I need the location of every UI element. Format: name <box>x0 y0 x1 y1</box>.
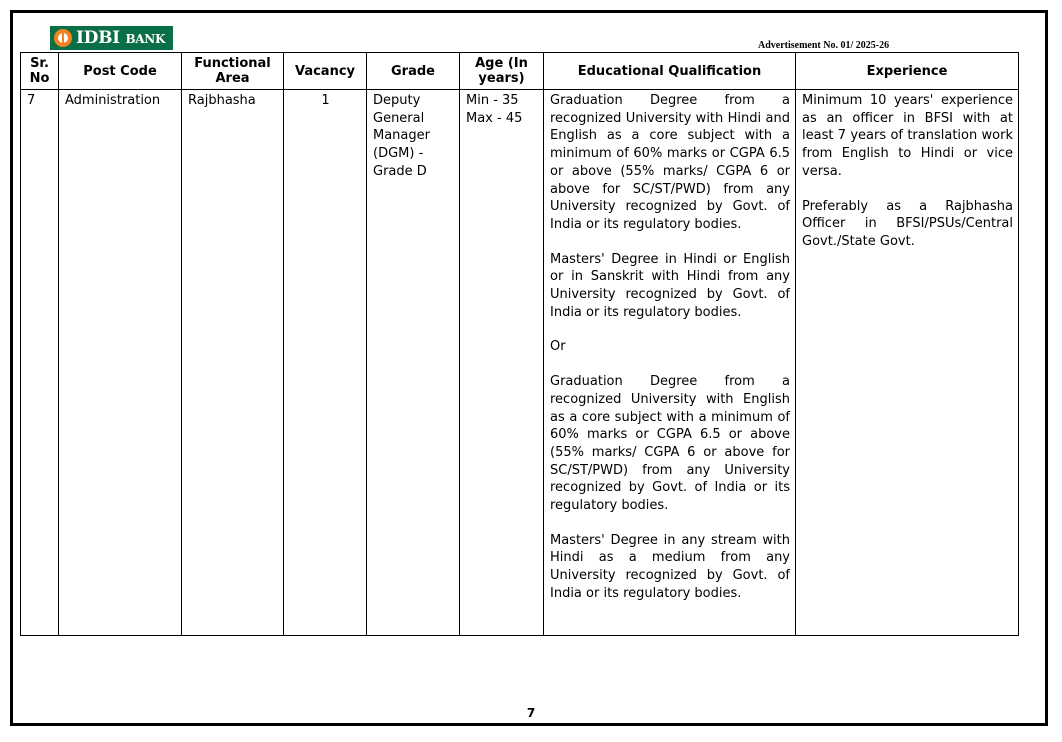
cell-vacancy: 1 <box>284 90 367 636</box>
column-header-functional-area: Functional Area <box>182 53 284 90</box>
cell-qualification <box>544 90 796 636</box>
qualification-paragraph: Graduation Degree from a recognized University with Hindi and English as a core subject with a minimum of 60% marks or CGPA 6.5 or above (55% marks/ CGPA 6 or above for SC/ST/PWD) from any University recognized by Govt. of India or its regulatory bodies. <box>550 93 790 232</box>
logo-text <box>76 27 166 48</box>
vacancy-table <box>20 52 1019 636</box>
qualification-or: Or <box>550 339 566 355</box>
experience-paragraph: Minimum 10 years' experience as an officer in BFSI with at least 7 years of translation work from English to Hindi or vice versa. <box>802 93 1013 179</box>
column-header-sr-no: Sr. No <box>21 53 59 90</box>
logo-name: IDBI <box>76 27 120 48</box>
column-header-age: Age (In years) <box>460 53 544 90</box>
qualification-paragraph: Masters' Degree in any stream with Hindi as a medium from any University recognized by Govt. of India or its regulatory bodies. <box>550 532 790 601</box>
cell-functional-area: Rajbhasha <box>182 90 284 636</box>
experience-paragraph: Preferably as a Rajbhasha Officer in BFSI/PSUs/Central Govt./State Govt. <box>802 198 1013 249</box>
idbi-emblem-icon <box>54 29 72 47</box>
table-header-row <box>21 53 1019 90</box>
cell-post-code: Administration <box>59 90 182 636</box>
column-header-grade: Grade <box>367 53 460 90</box>
logo-suffix: BANK <box>125 31 166 46</box>
page-number: 7 <box>526 706 536 720</box>
cell-sr-no: 7 <box>21 90 59 636</box>
advertisement-number: Advertisement No. 01/ 2025-26 <box>758 40 890 51</box>
column-header-post-code: Post Code <box>59 53 182 90</box>
cell-age <box>460 90 544 636</box>
idbi-bank-logo <box>50 26 173 50</box>
column-header-vacancy: Vacancy <box>284 53 367 90</box>
age-max: Max - 45 <box>466 110 523 126</box>
qualification-paragraph: Graduation Degree from a recognized University with English as a core subject with a minimum of 60% marks or CGPA 6.5 or above (55% marks/ CGPA 6 or above for SC/ST/PWD) from any University recognized by Govt. of India or its regulatory bodies. <box>550 374 790 514</box>
column-header-experience: Experience <box>796 53 1019 90</box>
cell-experience <box>796 90 1019 636</box>
qualification-paragraph: Masters' Degree in Hindi or English or in Sanskrit with Hindi from any University recognized by Govt. of India or its regulatory bodies. <box>550 251 790 320</box>
cell-grade: Deputy General Manager (DGM) - Grade D <box>367 90 460 636</box>
table-row <box>21 90 1019 636</box>
age-min: Min - 35 <box>466 93 519 108</box>
column-header-qualification: Educational Qualification <box>544 53 796 90</box>
